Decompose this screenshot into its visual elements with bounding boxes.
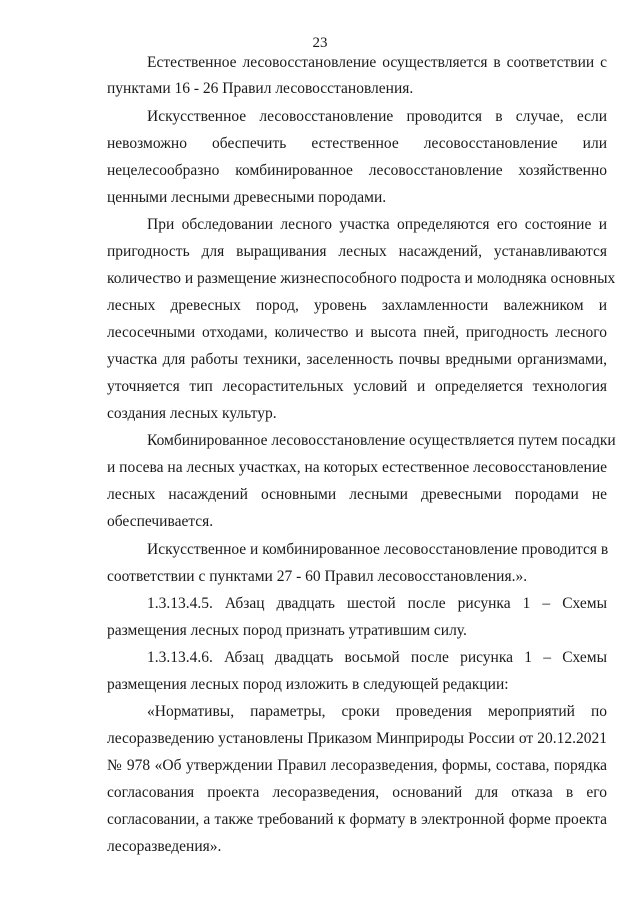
text-line: размещения лесных пород признать утратившим силу. [107,622,467,639]
text-line: При обследовании лесного участка определяются его состояние и [147,216,607,233]
text-line: Естественное лесовосстановление осуществляется в соответствии с [147,54,607,71]
text-line: невозможно обеспечить естественное лесовосстановление или [107,135,607,152]
text-line: Искусственное и комбинированное лесовосстановление проводится в [147,541,609,558]
text-line: количество и размещение жизнеспособного подроста и молодняка основных [107,270,616,287]
text-line: создания лесных культур. [107,405,277,422]
text-line: пунктами 16 - 26 Правил лесовосстановления. [107,80,414,97]
text-line: «Нормативы, параметры, сроки проведения мероприятий по [147,703,607,720]
text-line: лесоразведению установлены Приказом Минприроды России от 20.12.2021 [107,730,607,747]
text-line: участка для работы техники, заселенность почвы вредными организмами, [107,351,607,368]
text-line: и посева на лесных участках, на которых естественное лесовосстановление [107,459,607,476]
text-line: пригодность для выращивания лесных насаждений, устанавливаются [107,243,607,260]
text-line: Комбинированное лесовосстановление осуществляется путем посадки [147,432,616,449]
text-line: нецелесообразно комбинированное лесовосстановление хозяйственно [107,162,607,179]
text-line: лесных насаждений основными лесными древесными породами не [107,486,607,503]
text-line: обеспечивается. [107,513,214,530]
text-line: согласовании, а также требований к формату в электронной форме проекта [107,811,607,828]
text-line: соответствии с пунктами 27 - 60 Правил лесовосстановления.». [107,568,528,585]
text-line: № 978 «Об утверждении Правил лесоразведения, формы, состава, порядка [107,757,607,774]
text-line: Искусственное лесовосстановление проводится в случае, если [147,108,607,125]
text-line: 1.3.13.4.5. Абзац двадцать шестой после рисунка 1 – Схемы [147,595,607,612]
text-line: лесосечными отходами, количество и высота пней, пригодность лесного [107,324,607,341]
text-line: ценными лесными древесными породами. [107,189,387,206]
text-line: лесоразведения». [107,838,222,855]
text-line: согласования проекта лесоразведения, оснований для отказа в его [107,784,607,801]
text-line: размещения лесных пород изложить в следующей редакции: [107,676,509,693]
text-line: уточняется тип лесорастительных условий и определяется технология [107,378,607,395]
page-number: 23 [312,35,328,51]
text-line: 1.3.13.4.6. Абзац двадцать восьмой после рисунка 1 – Схемы [147,649,607,666]
text-line: лесных древесных пород, уровень захламленности валежником и [107,297,607,314]
